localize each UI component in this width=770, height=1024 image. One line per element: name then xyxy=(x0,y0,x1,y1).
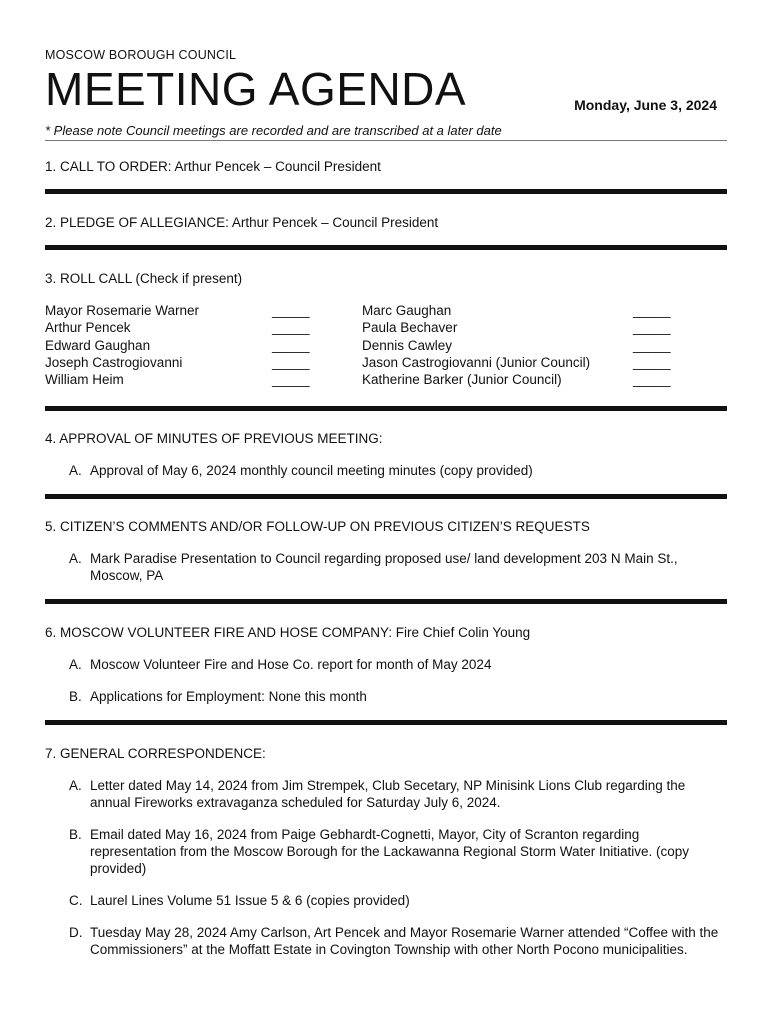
member-name: Dennis Cawley xyxy=(362,337,453,353)
item-citizens-comments xyxy=(45,518,727,584)
sub-item-text: Applications for Employment: None this month xyxy=(90,689,367,704)
meeting-date: Monday, June 3, 2024 xyxy=(574,97,717,113)
item-fire-company xyxy=(45,624,727,705)
roll-call-table xyxy=(45,303,727,389)
presence-blank: _____ xyxy=(633,303,671,318)
sub-item-letter: A. xyxy=(69,657,82,672)
presence-blank: _____ xyxy=(272,337,310,353)
item-roll-call xyxy=(45,270,727,287)
item-general-correspondence xyxy=(45,745,727,958)
roll-call-row xyxy=(45,303,727,320)
sub-item-letter: C. xyxy=(69,893,83,908)
member-name: Arthur Pencek xyxy=(45,320,131,336)
section-divider xyxy=(45,406,727,411)
member-name: Jason Castrogiovanni (Junior Council) xyxy=(362,354,591,370)
sub-item xyxy=(45,462,727,479)
recording-note: * Please note Council meetings are recorded and are transcribed at a later date xyxy=(45,123,502,138)
sub-item xyxy=(45,656,727,673)
roll-call-row xyxy=(45,355,727,372)
item-heading: 4. APPROVAL OF MINUTES OF PREVIOUS MEETING: xyxy=(45,431,383,446)
item-heading: 7. GENERAL CORRESPONDENCE: xyxy=(45,746,266,761)
presence-blank: _____ xyxy=(633,354,671,370)
item-approval-of-minutes xyxy=(45,430,727,479)
sub-item-text: Letter dated May 14, 2024 from Jim Strempek, Club Secetary, NP Minisink Lions Club regarding the annual Fireworks extravaganza scheduled for Saturday July 6, 2024. xyxy=(90,778,686,810)
sub-item xyxy=(45,777,727,811)
sub-item-text: Tuesday May 28, 2024 Amy Carlson, Art Pencek and Mayor Rosemarie Warner attended “Coffee with the Commissioners” at the Moffatt Estate in Covington Township with other North Pocono municipalities. xyxy=(90,925,719,957)
member-name: Marc Gaughan xyxy=(362,303,452,318)
item-heading: 5. CITIZEN’S COMMENTS AND/OR FOLLOW-UP ON PREVIOUS CITIZEN’S REQUESTS xyxy=(45,519,590,534)
header-divider xyxy=(45,140,727,141)
sub-item-text: Mark Paradise Presentation to Council regarding proposed use/ land development 203 N Main St., Moscow, PA xyxy=(90,551,678,583)
presence-blank: _____ xyxy=(633,372,671,388)
sub-item-letter: D. xyxy=(69,925,83,940)
item-heading: 3. ROLL CALL (Check if present) xyxy=(45,271,243,286)
page-title: MEETING AGENDA xyxy=(45,63,467,115)
item-heading: 6. MOSCOW VOLUNTEER FIRE AND HOSE COMPANY: Fire Chief Colin Young xyxy=(45,625,531,640)
roll-call-row xyxy=(45,338,727,355)
item-call-to-order xyxy=(45,158,727,175)
sub-item-letter: A. xyxy=(69,778,82,793)
sub-item-letter: B. xyxy=(69,827,82,842)
sub-item-letter: B. xyxy=(69,689,82,704)
sub-item-text: Moscow Volunteer Fire and Hose Co. report for month of May 2024 xyxy=(90,657,492,672)
presence-blank: _____ xyxy=(272,372,310,388)
sub-item xyxy=(45,892,727,909)
section-divider xyxy=(45,189,727,194)
member-name: Joseph Castrogiovanni xyxy=(45,354,183,370)
item-heading: 1. CALL TO ORDER: Arthur Pencek – Council President xyxy=(45,159,381,174)
member-name: Katherine Barker (Junior Council) xyxy=(362,372,562,388)
member-name: Mayor Rosemarie Warner xyxy=(45,303,200,318)
organization-name: MOSCOW BOROUGH COUNCIL xyxy=(45,48,237,62)
sub-item-letter: A. xyxy=(69,551,82,566)
sub-item-text: Email dated May 16, 2024 from Paige Gebhardt-Cognetti, Mayor, City of Scranton regarding representation from the Moscow Borough for the Lackawanna Regional Storm Water Initiative. (copy provided) xyxy=(90,827,690,876)
section-divider xyxy=(45,599,727,604)
sub-item-text: Approval of May 6, 2024 monthly council meeting minutes (copy provided) xyxy=(90,463,533,478)
presence-blank: _____ xyxy=(272,354,310,370)
section-divider xyxy=(45,245,727,250)
member-name: Edward Gaughan xyxy=(45,337,151,353)
presence-blank: _____ xyxy=(633,320,671,336)
sub-item xyxy=(45,550,727,584)
member-name: Paula Bechaver xyxy=(362,320,458,336)
section-divider xyxy=(45,494,727,499)
section-divider xyxy=(45,720,727,725)
roll-call-row xyxy=(45,372,727,389)
roll-call-row xyxy=(45,320,727,337)
sub-item xyxy=(45,688,727,705)
member-name: William Heim xyxy=(45,372,124,388)
item-pledge xyxy=(45,214,727,231)
sub-item-letter: A. xyxy=(69,463,82,478)
sub-item xyxy=(45,924,727,958)
item-heading: 2. PLEDGE OF ALLEGIANCE: Arthur Pencek – Council President xyxy=(45,215,439,230)
sub-item-text: Laurel Lines Volume 51 Issue 5 & 6 (copies provided) xyxy=(90,893,410,908)
sub-item xyxy=(45,826,727,877)
presence-blank: _____ xyxy=(272,303,310,318)
presence-blank: _____ xyxy=(272,320,310,336)
presence-blank: _____ xyxy=(633,337,671,353)
